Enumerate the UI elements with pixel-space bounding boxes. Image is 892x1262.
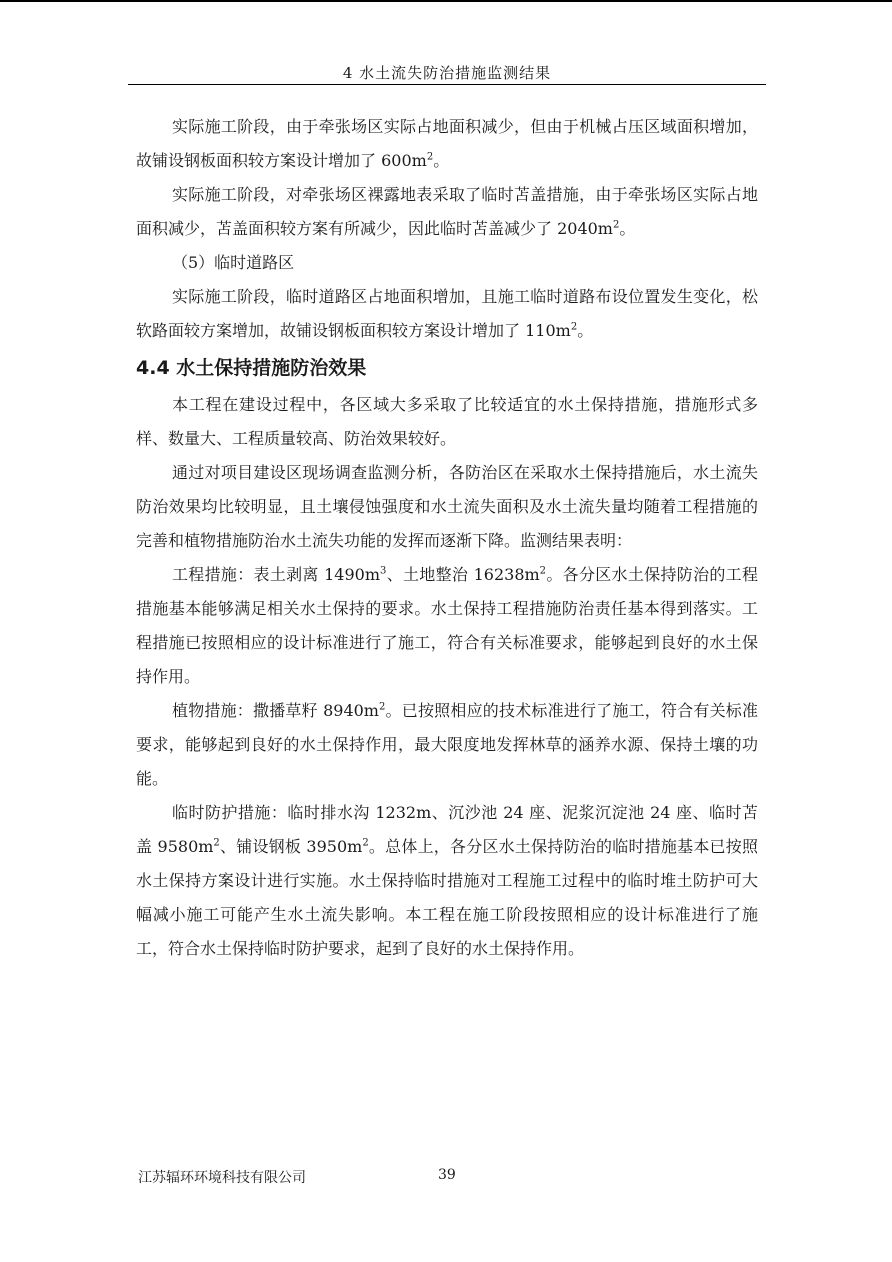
paragraph-6: 通过对项目建设区现场调查监测分析，各防治区在采取水土保持措施后，水土流失防治效果均比较明显，且土壤侵蚀强度和水土流失面积及水土流失量均随着工程措施的完善和植物措施防治水土流失功能的发挥而逐渐下降。监测结果表明： — [136, 463, 758, 550]
paragraph-temporary: 临时防护措施：临时排水沟 1232m、沉沙池 24 座、泥浆沉淀池 24 座、临时苫盖 $9580m^2$、铺设钢板 $3950m^2$。总体上，各分区水土保持防治的临时措施基本已按照水土保持方案设计进行实施。水土保持临时措施对工程施工过程中的临时堆土防护可大幅减小施工可能产生水土流失影响。本工程在施工阶段按照相应的设计标准进行了施工，符合水土保持临时防护要求，起到了良好的水土保持作用。 — [136, 803, 758, 958]
section-heading: 4.4 水土保持措施防治效果 — [136, 357, 367, 379]
paragraph-2: 实际施工阶段，对牵张场区裸露地表采取了临时苫盖措施，由于牵张场区实际占地面积减少，苫盖面积较方案有所减少，因此临时苫盖减少了 $2040m^2$。 — [136, 185, 758, 238]
running-header: 4 水土流失防治措施监测结果 — [342, 64, 552, 82]
paragraph-5: 本工程在建设过程中，各区域大多采取了比较适宜的水土保持措施，措施形式多样、数量大、工程质量较高、防治效果较好。 — [136, 395, 758, 448]
paragraph-engineering: 工程措施：表土剥离 $1490m^3$、土地整治 $16238m^2$。各分区水土保持防治的工程措施基本能够满足相关水土保持的要求。水土保持工程措施防治责任基本得到落实。工程措施已按照相应的设计标准进行了施工，符合有关标准要求，能够起到良好的水土保持作用。 — [136, 565, 758, 686]
footer-company: 江苏辐环环境科技有限公司 — [138, 1170, 306, 1186]
header-rule — [128, 84, 766, 85]
paragraph-vegetation: 植物措施：撒播草籽 $8940m^2$。已按照相应的技术标准进行了施工，符合有关标准要求，能够起到良好的水土保持作用，最大限度地发挥林草的涵养水源、保持土壤的功能。 — [136, 701, 758, 788]
page-top-border — [0, 0, 892, 2]
page-number: 39 — [438, 1167, 456, 1183]
paragraph-1: 实际施工阶段，由于牵张场区实际占地面积减少，但由于机械占压区域面积增加，故铺设钢板面积较方案设计增加了 $600m^2$。 — [136, 117, 758, 170]
subsection-label: （5）临时道路区 — [172, 253, 295, 272]
document-body — [136, 110, 758, 966]
paragraph-4: 实际施工阶段，临时道路区占地面积增加，且施工临时道路布设位置发生变化，松软路面较方案增加，故铺设钢板面积较方案设计增加了 $110m^2$。 — [136, 287, 758, 340]
